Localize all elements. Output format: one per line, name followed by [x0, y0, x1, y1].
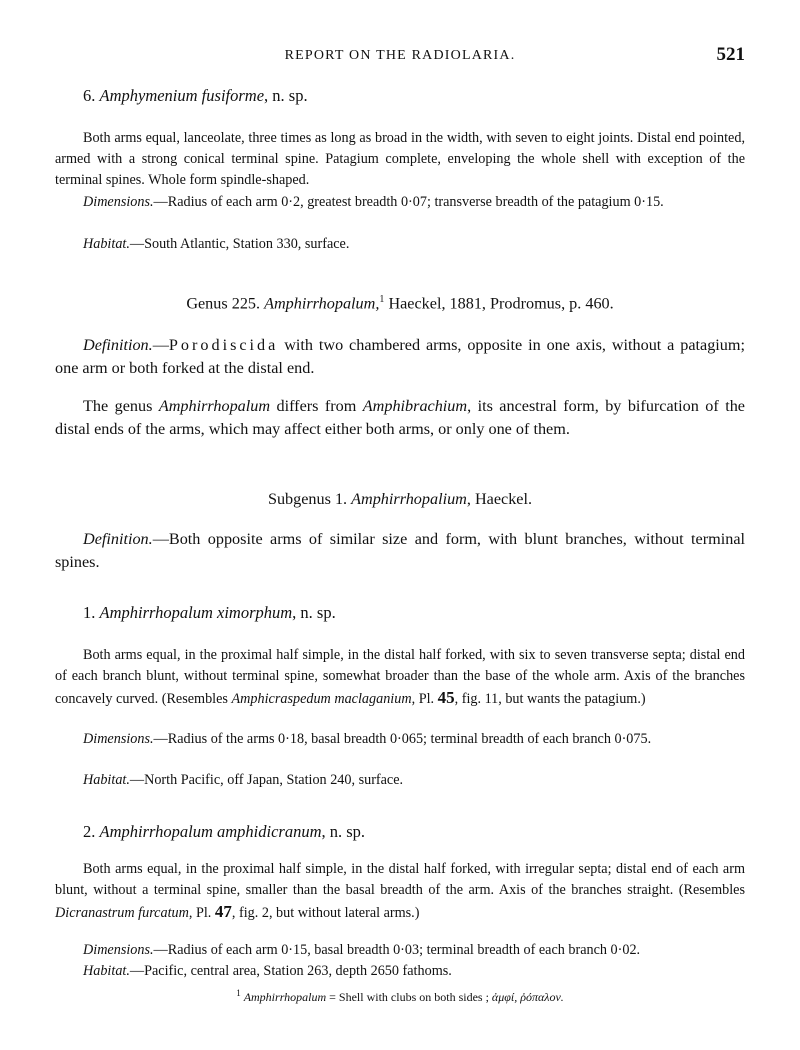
footnote-text: = Shell with clubs on both sides ;: [326, 990, 492, 1004]
footnote-mark: 1: [236, 988, 241, 998]
subgenus-definition: [55, 528, 745, 574]
species-suffix: , n. sp.: [264, 86, 308, 105]
dimensions-text: —Radius of each arm 0·15, basal breadth 0·03; terminal breadth of each branch 0·02.: [153, 942, 641, 958]
genus-definition: [55, 334, 745, 380]
footnote-mark: 1: [379, 294, 385, 305]
species-amphidicranum-dimensions: [55, 940, 745, 961]
species-amphymenium-habitat: [55, 234, 745, 255]
para-mid: differs from: [270, 397, 363, 415]
genus-name: Amphirrhopalum,: [264, 294, 380, 313]
para-name-1: Amphirrhopalum: [158, 397, 271, 415]
species-amphidicranum-heading: [55, 822, 745, 842]
dimensions-label: Dimensions.: [83, 731, 154, 747]
para-end: , its ancestral form, by bifurcation of the distal ends of the arms, which may affect either both arms, or only one of them.: [55, 397, 745, 438]
habitat-text: —South Atlantic, Station 330, surface.: [129, 236, 350, 252]
definition-spaced-term: Porodiscida: [168, 336, 279, 354]
species-ximorphum-heading: [55, 603, 745, 623]
desc-reference: Amphicraspedum maclaganium: [231, 691, 412, 707]
plate-number: 47: [214, 902, 232, 921]
subgenus-prefix: Subgenus 1.: [267, 490, 348, 508]
desc-pl: , Pl.: [188, 905, 215, 921]
species-amphidicranum-habitat: [55, 961, 745, 982]
genus-prefix: Genus 225.: [186, 294, 261, 313]
desc-end: , fig. 2, but without lateral arms.): [231, 905, 420, 921]
dimensions-label: Dimensions.: [83, 194, 154, 210]
subgenus-heading: [55, 488, 745, 511]
species-number: 6.: [83, 86, 96, 105]
page-header: [55, 44, 745, 70]
subgenus-definition-label: Definition.: [83, 530, 153, 548]
dimensions-label: Dimensions.: [83, 942, 154, 958]
definition-text: with two chambered arms, opposite in one axis, without a patagium; one arm or both forked at the distal end.: [55, 336, 745, 377]
footnote: [55, 988, 745, 1005]
genus-paragraph: [55, 395, 745, 441]
species-suffix: , n. sp.: [292, 603, 336, 622]
running-head: REPORT ON THE RADIOLARIA.: [284, 48, 516, 63]
para-name-2: Amphibrachium: [362, 397, 468, 415]
species-amphymenium-dimensions: [55, 192, 745, 213]
species-amphymenium-heading: [55, 86, 745, 106]
footnote-greek: ἀμφί, ῥόπαλον.: [491, 990, 564, 1004]
species-amphymenium-description: Both arms equal, lanceolate, three times as long as broad in the width, with seven to eight joints. Distal end pointed, armed with a strong conical terminal spine. Patagium complete, enveloping the whole shell with exception of the terminal spines. Whole form spindle-shaped.: [55, 130, 745, 188]
footnote-name: Amphirrhopalum: [243, 990, 327, 1004]
dimensions-text: —Radius of each arm 0·2, greatest breadth 0·07; transverse breadth of the patagium 0·15.: [153, 194, 664, 210]
species-name: Amphirrhopalum ximorphum: [99, 603, 293, 622]
subgenus-suffix: , Haeckel.: [466, 490, 533, 508]
species-ximorphum-dimensions: [55, 729, 745, 750]
plate-number: 45: [437, 688, 455, 707]
species-number: 1.: [83, 603, 96, 622]
species-suffix: , n. sp.: [321, 822, 366, 841]
species-ximorphum-habitat: [55, 770, 745, 791]
desc-reference: Dicranastrum furcatum: [55, 905, 189, 921]
desc-start: Both arms equal, in the proximal half simple, in the distal half forked, with six to seven transverse septa; distal end of each branch blunt, without terminal spine, somewhat broader than the base of the whole arm. Axis of the branches concavely curved. (Resembles: [55, 647, 745, 707]
habitat-label: Habitat.: [83, 963, 130, 979]
habitat-text: —North Pacific, off Japan, Station 240, surface.: [129, 772, 404, 788]
species-amphidicranum-description: [55, 859, 745, 924]
desc-pl: , Pl.: [411, 691, 438, 707]
desc-start: Both arms equal, in the proximal half simple, in the distal half forked, with irregular septa; distal end of each arm blunt, without a terminal spine, smaller than the basal breadth of the arm. Axis of the branches straight. (Resembles: [55, 861, 745, 898]
subgenus-name: Amphirrhopalium: [351, 490, 467, 508]
species-number: 2.: [83, 822, 96, 841]
habitat-label: Habitat.: [83, 772, 130, 788]
desc-end: , fig. 11, but wants the patagium.): [454, 691, 646, 707]
genus-heading: [55, 288, 745, 315]
definition-dash: —: [152, 336, 169, 354]
subgenus-definition-text: —Both opposite arms of similar size and form, with blunt branches, without terminal spines.: [55, 530, 745, 571]
definition-label: Definition.: [83, 336, 153, 354]
genus-suffix: Haeckel, 1881, Prodromus, p. 460.: [384, 294, 614, 313]
habitat-label: Habitat.: [83, 236, 130, 252]
para-start: The genus: [83, 397, 159, 415]
species-name: Amphirrhopalum amphidicranum: [99, 822, 322, 841]
page-number: 521: [716, 44, 745, 65]
habitat-text: —Pacific, central area, Station 263, depth 2650 fathoms.: [129, 963, 452, 979]
species-name: Amphymenium fusiforme: [99, 86, 265, 105]
species-ximorphum-description: [55, 645, 745, 710]
dimensions-text: —Radius of the arms 0·18, basal breadth 0·065; terminal breadth of each branch 0·075.: [153, 731, 652, 747]
